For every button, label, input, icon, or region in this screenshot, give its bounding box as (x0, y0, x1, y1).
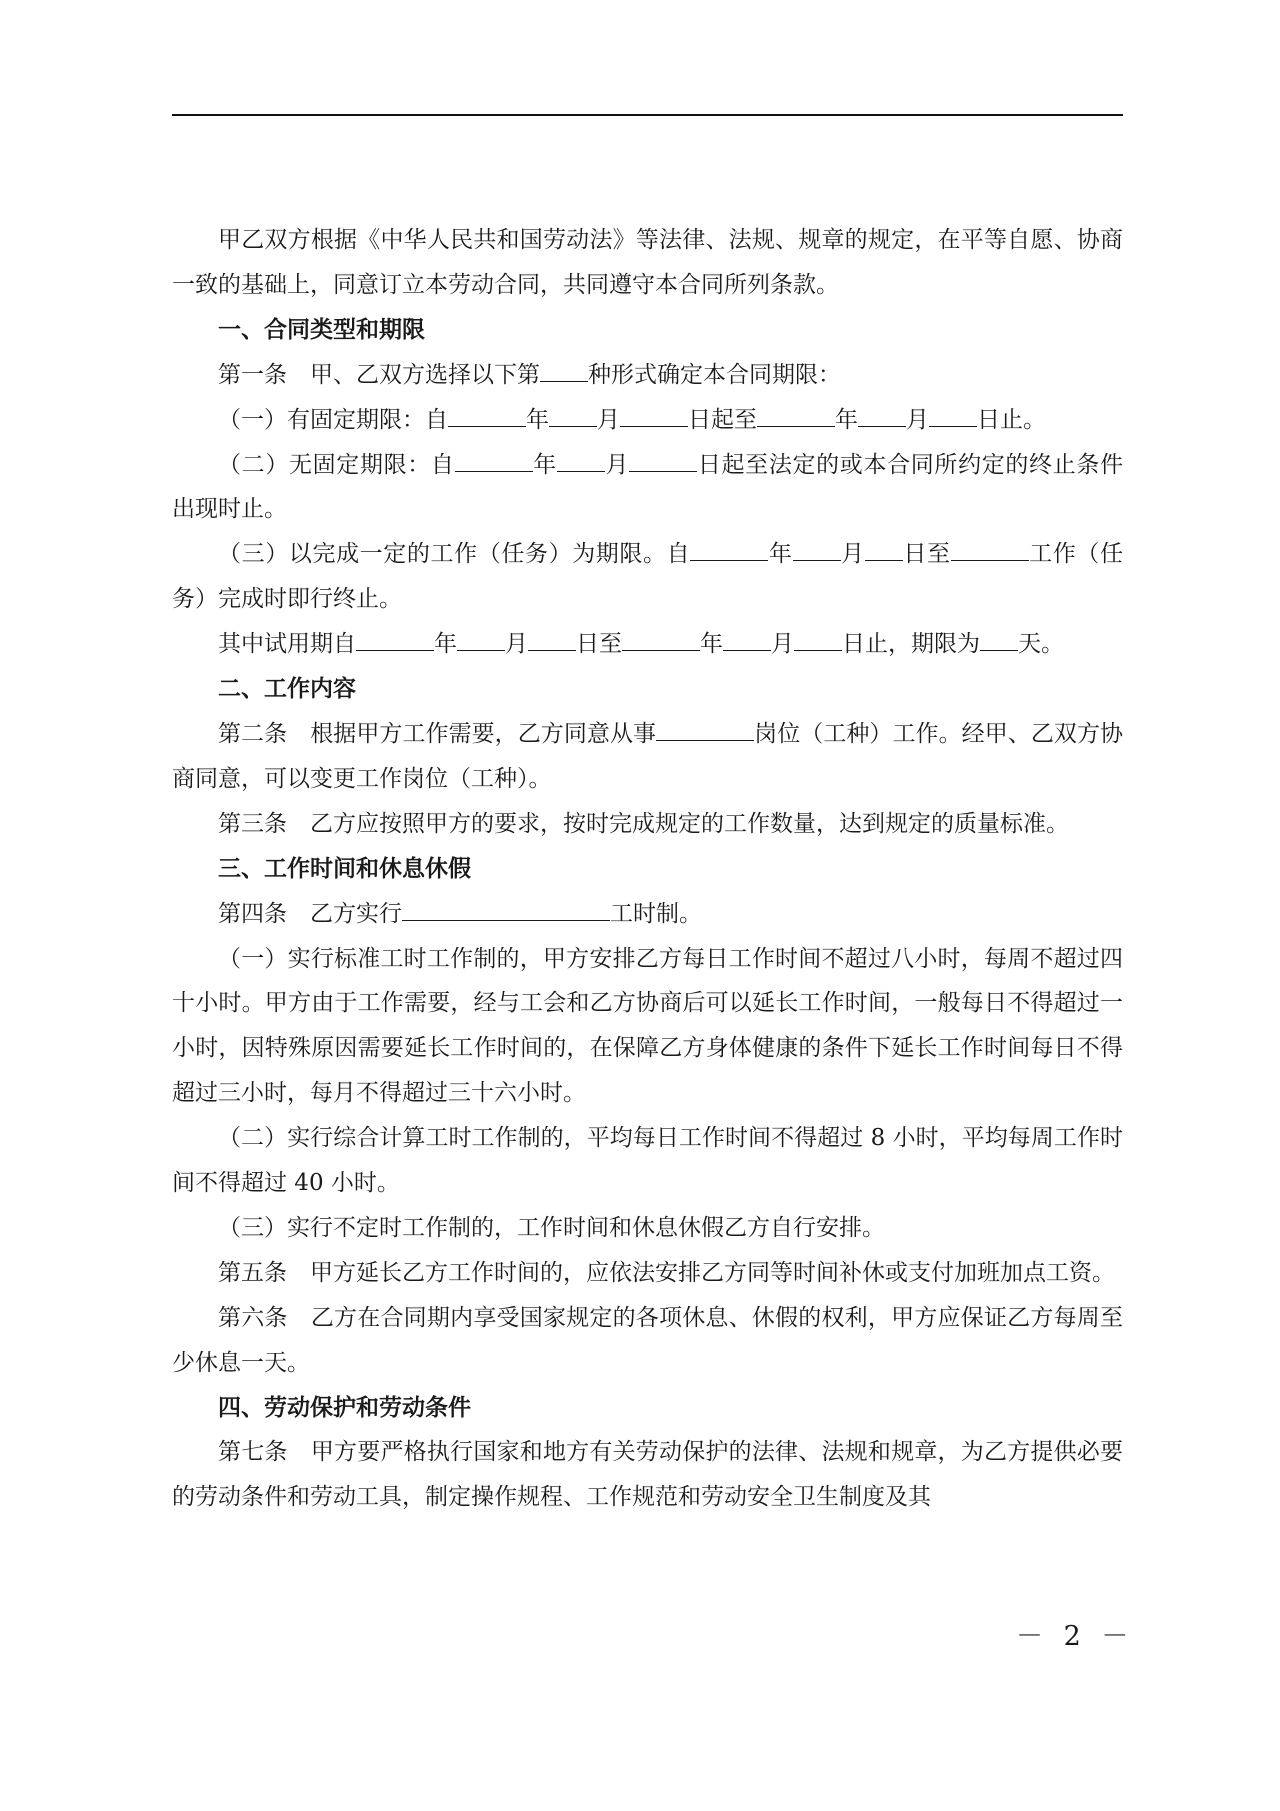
text: 年 (434, 631, 457, 658)
text: 月 (505, 631, 528, 658)
text: 第六条 乙方在合同期内享受国家规定的各项休息、休假的权利，甲方应保证乙方每周至少休息一天。 (172, 1304, 1123, 1376)
text: 工作（任务）完成时即行终止。 (172, 541, 1124, 613)
text: 第一条 甲、乙双方选择以下第 (218, 361, 540, 388)
header-rule (172, 114, 1123, 116)
article-2 (172, 712, 1123, 802)
text: 年 (526, 406, 549, 433)
fill-in-blank[interactable] (528, 627, 576, 651)
section-heading-work-content (172, 667, 1123, 712)
text: 年 (835, 406, 858, 433)
text: （一）实行标准工时工作制的，甲方安排乙方每日工作时间不超过八小时，每周不超过四十小时。甲方由于工作需要，经与工会和乙方协商后可以延长工作时间，一般每日不得超过一小时，因特殊原因需要延长工作时间的，在保障乙方身体健康的条件下延长工作时间每日不得超过三小时，每月不得超过三十六小时。 (172, 945, 1123, 1107)
fill-in-blank[interactable] (865, 537, 903, 561)
text: （二）无固定期限：自 (218, 451, 455, 478)
text: 月 (906, 406, 929, 433)
fill-in-blank[interactable] (620, 403, 688, 427)
heading-text: 三、工作时间和休息休假 (218, 855, 471, 882)
text: 第二条 根据甲方工作需要，乙方同意从事 (218, 720, 657, 747)
text: 日起至法定的或本合同所约定的终止条件出现时止。 (172, 451, 1123, 523)
fill-in-blank[interactable] (723, 627, 771, 651)
text: 年 (768, 541, 793, 568)
text: 月 (840, 541, 865, 568)
option-fixed-term (172, 398, 1123, 443)
probation-period (172, 622, 1123, 667)
text: 日至 (576, 631, 622, 658)
section-heading-labor-protection (172, 1386, 1123, 1431)
fill-in-blank[interactable] (549, 403, 597, 427)
standard-hours-clause (172, 937, 1123, 1117)
fill-in-blank[interactable] (690, 537, 768, 561)
fill-in-blank[interactable] (540, 358, 588, 382)
text: 日至 (902, 541, 951, 568)
heading-text: 二、工作内容 (218, 676, 356, 703)
page-number: － 2 － (1016, 1621, 1135, 1652)
fill-in-blank[interactable] (629, 448, 697, 472)
option-open-term (172, 443, 1123, 533)
contract-body (172, 218, 1123, 1520)
fill-in-blank[interactable] (757, 403, 835, 427)
text: 工时制。 (610, 900, 702, 927)
paragraph-text: 甲乙双方根据《中华人民共和国劳动法》等法律、法规、规章的规定，在平等自愿、协商一致的基础上，同意订立本劳动合同，共同遵守本合同所列条款。 (172, 227, 1123, 298)
fill-in-blank[interactable] (794, 627, 842, 651)
fill-in-blank[interactable] (656, 717, 754, 741)
text: 月 (597, 406, 620, 433)
text: （三）以完成一定的工作（任务）为期限。自 (218, 541, 691, 568)
article-7 (172, 1430, 1123, 1520)
fill-in-blank[interactable] (557, 448, 605, 472)
text: 年 (700, 631, 723, 658)
text: 日起至 (688, 406, 757, 433)
option-task-term (172, 532, 1123, 622)
fill-in-blank[interactable] (455, 448, 533, 472)
fill-in-blank[interactable] (402, 897, 610, 921)
article-6 (172, 1296, 1123, 1386)
text: 天。 (1018, 631, 1064, 658)
text: 月 (604, 451, 630, 478)
text: 日止，期限为 (842, 631, 980, 658)
text: 第五条 甲方延长乙方工作时间的，应依法安排乙方同等时间补休或支付加班加点工资。 (218, 1259, 1115, 1286)
article-5 (172, 1251, 1123, 1296)
text: （二）实行综合计算工时工作制的，平均每日工作时间不得超过 8 小时，平均每周工作时间不得超过 40 小时。 (172, 1125, 1123, 1197)
article-3 (172, 802, 1123, 847)
text: 第三条 乙方应按照甲方的要求，按时完成规定的工作数量，达到规定的质量标准。 (218, 810, 1069, 837)
text: （一）有固定期限：自 (218, 406, 448, 433)
text: 其中试用期自 (218, 631, 356, 658)
heading-text: 一、合同类型和期限 (218, 316, 425, 343)
section-heading-working-hours (172, 847, 1123, 892)
fill-in-blank[interactable] (448, 403, 526, 427)
flexible-hours-clause (172, 1206, 1123, 1251)
fill-in-blank[interactable] (457, 627, 505, 651)
text: 日止。 (977, 406, 1046, 433)
heading-text: 四、劳动保护和劳动条件 (218, 1394, 471, 1421)
intro-paragraph (172, 218, 1123, 308)
fill-in-blank[interactable] (980, 627, 1018, 651)
fill-in-blank[interactable] (858, 403, 906, 427)
text: 第四条 乙方实行 (218, 900, 402, 927)
text: （三）实行不定时工作制的，工作时间和休息休假乙方自行安排。 (218, 1214, 885, 1241)
text: 年 (532, 451, 557, 478)
article-4 (172, 892, 1123, 937)
fill-in-blank[interactable] (356, 627, 434, 651)
fill-in-blank[interactable] (951, 537, 1029, 561)
fill-in-blank[interactable] (929, 403, 977, 427)
fill-in-blank[interactable] (793, 537, 841, 561)
text: 岗位（工种）工作。经甲、乙双方协商同意，可以变更工作岗位（工种）。 (172, 720, 1124, 792)
text: 种形式确定本合同期限： (588, 361, 841, 388)
text: 月 (771, 631, 794, 658)
text: 第七条 甲方要严格执行国家和地方有关劳动保护的法律、法规和规章，为乙方提供必要的劳动条件和劳动工具，制定操作规程、工作规范和劳动安全卫生制度及其 (172, 1439, 1123, 1511)
fill-in-blank[interactable] (622, 627, 700, 651)
section-heading-contract-type (172, 308, 1123, 353)
comprehensive-hours-clause (172, 1116, 1123, 1206)
article-1 (172, 353, 1123, 398)
